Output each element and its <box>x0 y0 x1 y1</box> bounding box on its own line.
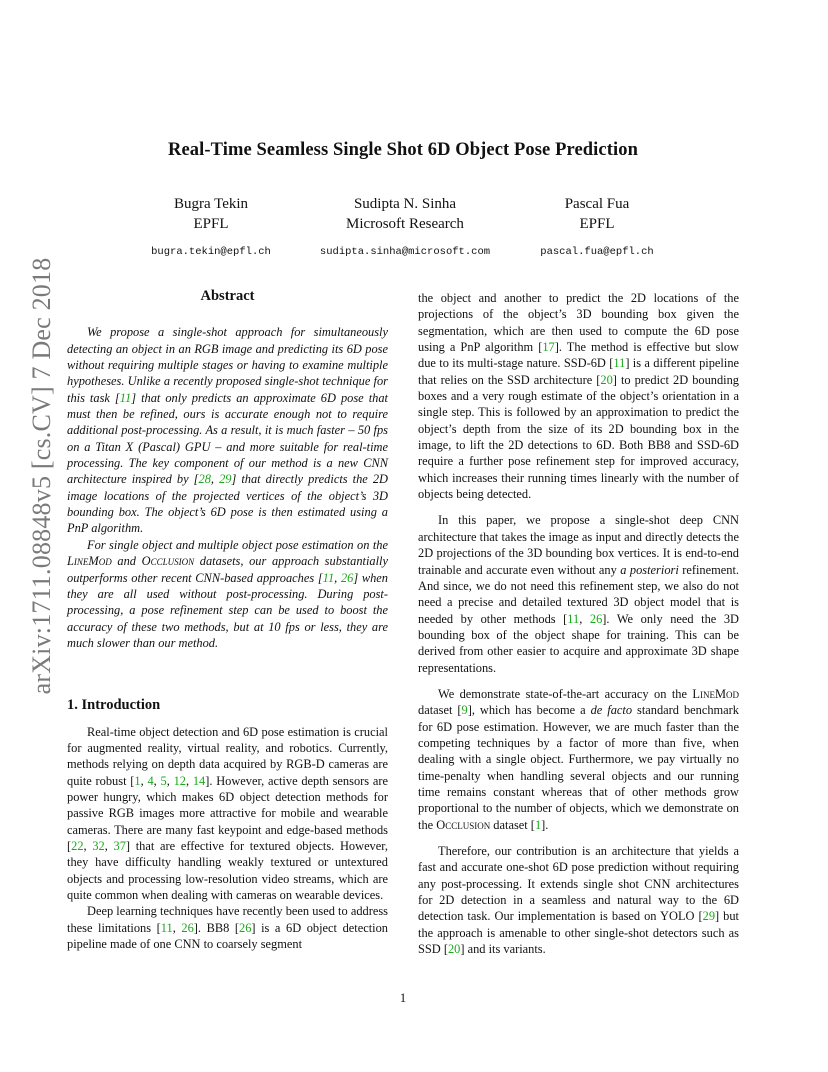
citation-link[interactable]: 9 <box>461 703 468 718</box>
citation-link[interactable]: 1 <box>134 773 141 788</box>
author-name: Bugra Tekin <box>173 196 249 212</box>
abstract-paragraph-2: For single object and multiple object pose estimation on the LineMod and Occlusion datasets, our approach substantially outperforms other recent CNN-based approaches [11, 26] when they are all used without post-processing. During post-processing, a pose refinement step can be used to boost the accuracy of these two methods, but at 10 fps or less, they are much slower than our method. <box>67 537 389 650</box>
citation-link[interactable]: 29 <box>702 909 716 924</box>
citation-link[interactable]: 28 <box>198 472 211 487</box>
citation-link[interactable]: 20 <box>600 372 613 387</box>
citation-link[interactable]: 29 <box>219 472 232 487</box>
author-email: pascal.fua@epfl.ch <box>540 246 654 258</box>
abstract <box>67 288 388 651</box>
latin-phrase: a posteriori <box>620 562 679 577</box>
citation-link[interactable]: 11 <box>119 390 132 405</box>
author-email: sudipta.sinha@microsoft.com <box>319 246 491 258</box>
dataset-name: LineMod <box>692 686 739 701</box>
intro-paragraph-5: We demonstrate state-of-the-art accuracy on the LineMod dataset [9], which has become a de facto standard benchmark for 6D pose estimation. However, we are much faster than the competing techniques by a factor of more than five, when dealing with a single object. Furthermore, we pay virtually no time-penalty when handling several objects and our running time remains constant whereas that of other methods grow proportional to the number of objects, which we demonstrate on the Occlusion dataset [1]. <box>418 686 740 832</box>
citation-link[interactable]: 1 <box>534 817 542 832</box>
intro-paragraph-3: the object and another to predict the 2D locations of the projections of the object’s 3D bounding box given the segmentation, which are then used to compute the 6D pose using a PnP algorithm [17]. The method is effective but slow due to its multi-stage nature. SSD-6D [11] is a different pipeline that relies on the SSD architecture [20] to predict 2D bounding boxes and a very rough estimate of the object’s orientation in a single step. This is followed by an approximation to predict the object’s depth from the size of its 2D bounding box in the image, to lift the 2D detections to 6D. Both BB8 and SSD-6D require a further pose refinement step for improved accuracy, which increases their running times linearly with the number of objects being detected. <box>418 291 740 502</box>
dataset-name: Occlusion <box>141 554 195 569</box>
citation-link[interactable]: 22 <box>71 838 84 853</box>
author-name: Sudipta N. Sinha <box>353 196 457 212</box>
citation-link[interactable]: 26 <box>181 920 194 935</box>
abstract-heading: Abstract <box>200 288 255 304</box>
author-affiliation: EPFL <box>193 216 229 232</box>
citation-link[interactable]: 26 <box>340 570 354 585</box>
citation-link[interactable]: 32 <box>92 838 105 853</box>
intro-paragraph-4: In this paper, we propose a single-shot deep CNN architecture that takes the image as input and directly detects the 2D projections of the 3D bounding box vertices. It is end-to-end trainable and accurate even without any a posteriori refinement. And since, we do not need this refinement step, we also do not need a precise and detailed textured 3D object model that is needed by other methods [11, 26]. We only need the 3D bounding box of the object shape for training. This can be derived from other easier to acquire and approximate 3D shape representations. <box>418 513 739 675</box>
paper-title: Real-Time Seamless Single Shot 6D Object Pose Prediction <box>168 140 638 160</box>
section-heading-introduction: 1. Introduction <box>67 697 161 714</box>
citation-link[interactable]: 26 <box>239 920 252 935</box>
author-3 <box>482 194 712 262</box>
author-affiliation: Microsoft Research <box>346 216 464 232</box>
citation-link[interactable]: 26 <box>589 611 603 626</box>
dataset-name: Occlusion <box>436 817 491 832</box>
latin-phrase: de facto <box>590 703 633 718</box>
citation-link[interactable]: 4 <box>147 773 154 788</box>
citation-link[interactable]: 12 <box>173 773 186 788</box>
arxiv-identifier-stamp: arXiv:1711.08848v5 [cs.CV] 7 Dec 2018 <box>27 257 56 695</box>
intro-paragraph-2: Deep learning techniques have recently been used to address these limitations [11, 26]. BB8 [26] is a 6D object detection pipeline made of one CNN to coarsely segment <box>67 904 388 952</box>
citation-link[interactable]: 11 <box>160 920 173 935</box>
dataset-name: LineMod <box>67 554 112 569</box>
citation-link[interactable]: 11 <box>322 570 335 585</box>
intro-paragraph-1: Real-time object detection and 6D pose estimation is crucial for augmented reality, virtual reality, and robotics. Currently, methods relying on depth data acquired by RGB-D cameras are quite robust [1, 4, 5, 12, 14]. However, active depth sensors are power hungry, which makes 6D object detection methods for passive RGB images more attractive for mobile and wearable cameras. There are many fast keypoint and edge-based methods [22, 32, 37] that are effective for textured objects. However, they have difficulty handling weakly textured or untextured objects and processing low-resolution video streams, which are quite common when dealing with cameras on wearable devices. <box>67 724 388 902</box>
right-column <box>418 290 739 967</box>
citation-link[interactable]: 5 <box>160 773 167 788</box>
intro-paragraph-6: Therefore, our contribution is an architecture that yields a fast and accurate one-shot 6D pose prediction without requiring any post-processing. It extends single shot CNN architectures for 2D detection in a seamless and natural way to the 6D detection task. Our implementation is based on YOLO [29] but the approach is amenable to other single-shot detectors such as SSD [20] and its variants. <box>418 844 739 957</box>
citation-link[interactable]: 20 <box>447 942 461 957</box>
left-column <box>67 288 388 952</box>
author-email: bugra.tekin@epfl.ch <box>151 246 271 258</box>
author-affiliation: EPFL <box>579 216 615 232</box>
citation-link[interactable]: 17 <box>542 340 555 355</box>
citation-link[interactable]: 11 <box>613 356 626 371</box>
citation-link[interactable]: 14 <box>192 773 206 788</box>
author-name: Pascal Fua <box>564 196 630 212</box>
abstract-paragraph-1: We propose a single-shot approach for simultaneously detecting an object in an RGB image and predicting its 6D pose without requiring multiple stages or having to examine multiple hypotheses. Unlike a recently proposed single-shot technique for this task [11] that only predicts an approximate 6D pose that must then be refined, ours is accurate enough not to require additional post-processing. As a result, it is much faster – 50 fps on a Titan X (Pascal) GPU – and more suitable for real-time processing. The key component of our method is a new CNN architecture inspired by [28, 29] that directly predicts the 2D image locations of the projected vertices of the object’s 3D bounding box. The object’s 6D pose is then estimated using a PnP algorithm. <box>67 325 388 536</box>
citation-link[interactable]: 37 <box>113 838 126 853</box>
citation-link[interactable]: 11 <box>567 611 580 626</box>
page-number: 1 <box>399 991 407 1005</box>
